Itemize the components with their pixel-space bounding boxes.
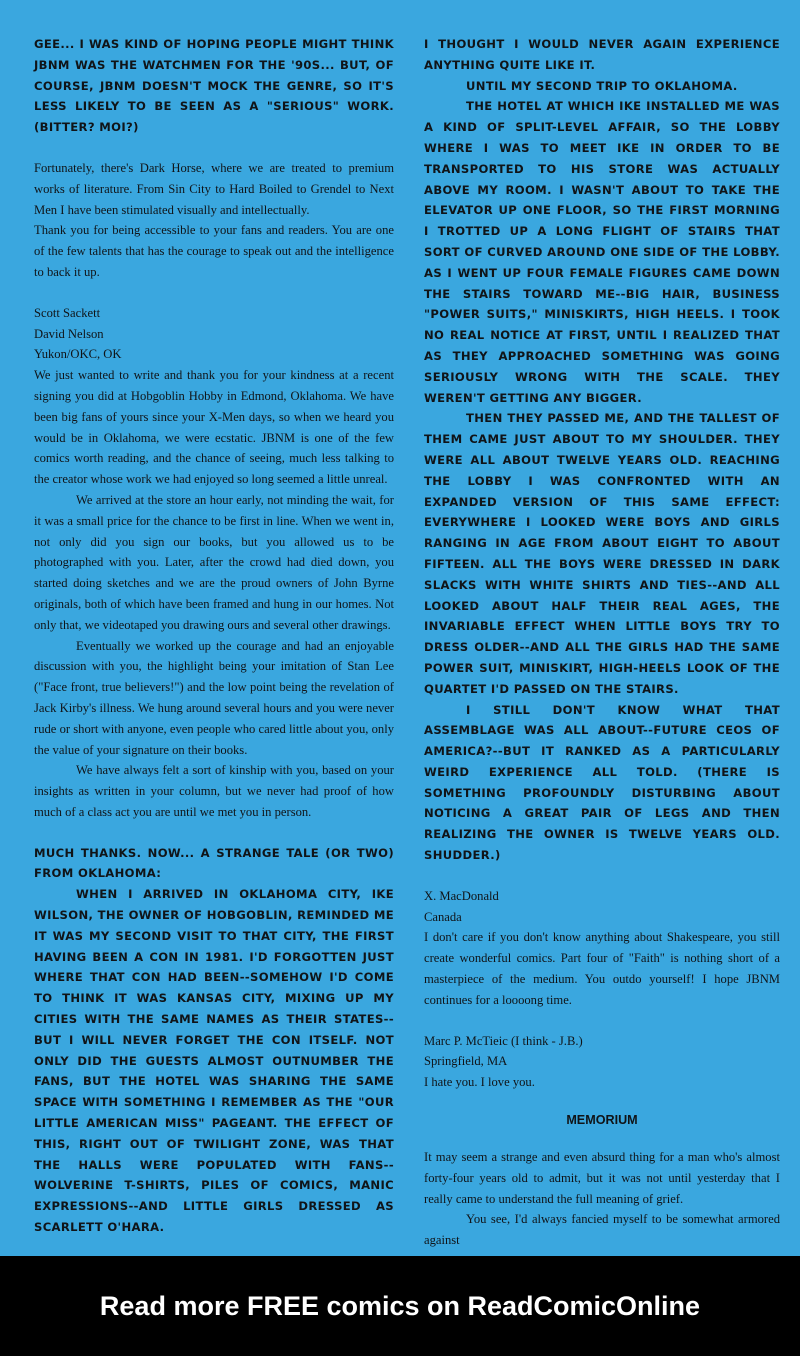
letter-1-para-b: Thank you for being accessible to your fans and readers. You are one of the few talents that has the courage to speak out and the intelligence to back it up.: [34, 223, 394, 279]
reply-second-trip: UNTIL MY SECOND TRIP TO OKLAHOMA.: [466, 78, 738, 93]
signature-mctieic: Marc P. McTieic (I think - J.B.): [424, 1033, 583, 1048]
letter-4: I hate you. I love you.: [424, 1075, 535, 1090]
memorium-para-1: It may seem a strange and even absurd thing for a man who's almost forty-four years old to admit, but it was not until yesterday that I really came to understand the full meaning of grief.: [424, 1150, 780, 1206]
reply-continued: I THOUGHT I WOULD NEVER AGAIN EXPERIENCE ANYTHING QUITE LIKE IT.: [424, 37, 780, 72]
signature-springfield: Springfield, MA: [424, 1054, 508, 1069]
reply-hotel: THE HOTEL AT WHICH IKE INSTALLED ME WAS A KIND OF SPLIT-LEVEL AFFAIR, SO THE LOBBY WHERE I WAS TO MEET IKE IN ORDER TO BE TRANSPORTED TO HIS STORE WAS ACTUALLY ABOVE MY ROOM. I WASN'T ABOUT TO TAKE THE ELEVATOR UP ONE FLOOR, SO THE FIRST MORNING I TROTTED UP A LONG FLIGHT OF STAIRS THAT SORT OF CURVED AROUND ONE SIDE OF THE LOBBY. AS I WENT UP FOUR FEMALE FIGURES CAME DOWN THE STAIRS TOWARD ME--BIG HAIR, BUSINESS "POWER SUITS," MINISKIRTS, HIGH HEELS. I TOOK NO REAL NOTICE AT FIRST, UNTIL I REALIZED THAT AS THEY APPROACHED SOMETHING WAS GOING SERIOUSLY WRONG WITH THE SCALE. THEY WEREN'T GETTING ANY BIGGER.: [424, 99, 780, 405]
letter-2-para-c: Eventually we worked up the courage and had an enjoyable discussion with you, the highlight being your imitation of Stan Lee ("Face front, true believers!") and the low point being the revelation of Jack Kirby's illness. We hung around several hours and you were never rude or short with anyone, even people who cared little about you, only the value of your signature on their books.: [34, 638, 394, 757]
letter-2-para-d: We have always felt a sort of kinship with you, based on your insights as written in your column, but we never had proof of how much of a class act you are until we met you in person.: [34, 763, 394, 819]
editor-reply-intro: MUCH THANKS. NOW... A STRANGE TALE (OR TWO) FROM OKLAHOMA:: [34, 845, 394, 881]
editor-reply-watchmen: GEE... I WAS KIND OF HOPING PEOPLE MIGHT THINK JBNM WAS THE WATCHMEN FOR THE '90S... BUT, OF COURSE, JBNM DOESN'T MOCK THE GENRE, SO IT'S LESS LIKELY TO BE SEEN AS A "SERIOUS" WORK. (BITTER? MOI?): [34, 37, 394, 135]
signature-name-2: David Nelson: [34, 326, 104, 341]
letter-3: I don't care if you don't know anything about Shakespeare, you still create wonderful comics. Part four of "Faith" is nothing short of a masterpiece of the medium. You outdo yourself! I hope JBNM continues for a loooong time.: [424, 930, 780, 1007]
reply-conclusion: I STILL DON'T KNOW WHAT THAT ASSEMBLAGE WAS ALL ABOUT--FUTURE CEOS OF AMERICA?--BUT IT RANKED AS A PARTICULARLY WEIRD EXPERIENCE ALL TOLD. (THERE IS SOMETHING PROFOUNDLY DISTURBING ABOUT NOTICING A GREAT PAIR OF LEGS AND THEN REALIZING THE OWNER IS TWELVE YEARS OLD. SHUDDER.): [424, 702, 780, 863]
editor-reply-oklahoma: WHEN I ARRIVED IN OKLAHOMA CITY, IKE WILSON, THE OWNER OF HOBGOBLIN, REMINDED ME IT WAS MY SECOND VISIT TO THAT CITY, THE FIRST HAVING BEEN A CON IN 1981. I'D FORGOTTEN JUST WHERE THAT CON HAD BEEN--SOMEHOW I'D COME TO THINK IT WAS KANSAS CITY, MIXING UP MY CITIES WITH THE SAME NAMES AS THEIR STATES--BUT I WILL NEVER FORGET THE CON ITSELF. NOT ONLY DID THE GUESTS ALMOST OUTNUMBER THE FANS, BUT THE HOTEL WAS SHARING THE SAME SPACE WITH SOMETHING I REMEMBER AS THE "OUR LITTLE AMERICAN MISS" PAGEANT. THE EFFECT OF THIS, RIGHT OUT OF TWILIGHT ZONE, WAS THAT THE HALLS WERE POPULATED WITH FANS--WOLVERINE T-SHIRTS, PILES OF COMICS, MANIC EXPRESSIONS--AND LITTLE GIRLS DRESSED AS SCARLETT O'HARA.: [34, 887, 395, 1235]
left-column: [34, 34, 394, 1238]
signature-location: Yukon/OKC, OK: [34, 347, 122, 362]
reply-lobby: THEN THEY PASSED ME, AND THE TALLEST OF THEM CAME JUST ABOUT TO MY SHOULDER. THEY WERE ALL ABOUT TWELVE YEARS OLD. REACHING THE LOBBY I WAS CONFRONTED WITH AN EXPANDED VERSION OF THIS SAME EFFECT: EVERYWHERE I LOOKED WERE BOYS AND GIRLS RANGING IN AGE FROM ABOUT EIGHT TO ABOUT FIFTEEN. ALL THE BOYS WERE DRESSED IN DARK SLACKS WITH WHITE SHIRTS AND TIES--AND ALL LOOKED ABOUT HALF THEIR REAL AGES, THE INVARIABLE EFFECT WHEN LITTLE BOYS TRY TO DRESS OLDER--AND ALL THE GIRLS HAD THE SAME POWER SUIT, MINISKIRT, HIGH-HEELS LOOK OF THE QUARTET I'D PASSED ON THE STAIRS.: [424, 411, 780, 696]
promo-text[interactable]: Read more FREE comics on ReadComicOnline: [99, 1290, 701, 1321]
right-column: [424, 34, 780, 1251]
promo-banner[interactable]: [0, 1256, 800, 1356]
letter-2-para-b: We arrived at the store an hour early, not minding the wait, for it was a small price for the chance to be first in line. When we went in, not only did you sign our books, but you allowed us to be photographed with you. Later, after the crowd had died down, you started doing sketches and we are the proud owners of John Byrne originals, both of which have been framed and hung in our homes. Not only that, we videotaped you drawing ours and several other drawings.: [34, 492, 394, 632]
signature-name-1: Scott Sackett: [34, 305, 101, 320]
memorium-para-2: You see, I'd always fancied myself to be somewhat armored against: [424, 1212, 780, 1248]
memorium-heading: MEMORIUM: [566, 1113, 638, 1128]
letter-2-para-a: We just wanted to write and thank you for your kindness at a recent signing you did at Hobgoblin Hobby in Edmond, Oklahoma. We have been big fans of yours since your X-Men days, so when we heard you would be in Oklahoma, we were ecstatic. JBNM is one of the few comics worth reading, and the chance of seeing, much less talking to the creator whose work we had enjoyed so long seemed a little unreal.: [34, 368, 394, 487]
signature-canada: Canada: [424, 909, 462, 924]
signature-macdonald: X. MacDonald: [424, 888, 499, 903]
letter-1-para-a: Fortunately, there's Dark Horse, where we are treated to premium works of literature. From Sin City to Hard Boiled to Grendel to Next Men I have been stimulated visually and intellectually.: [34, 160, 394, 217]
